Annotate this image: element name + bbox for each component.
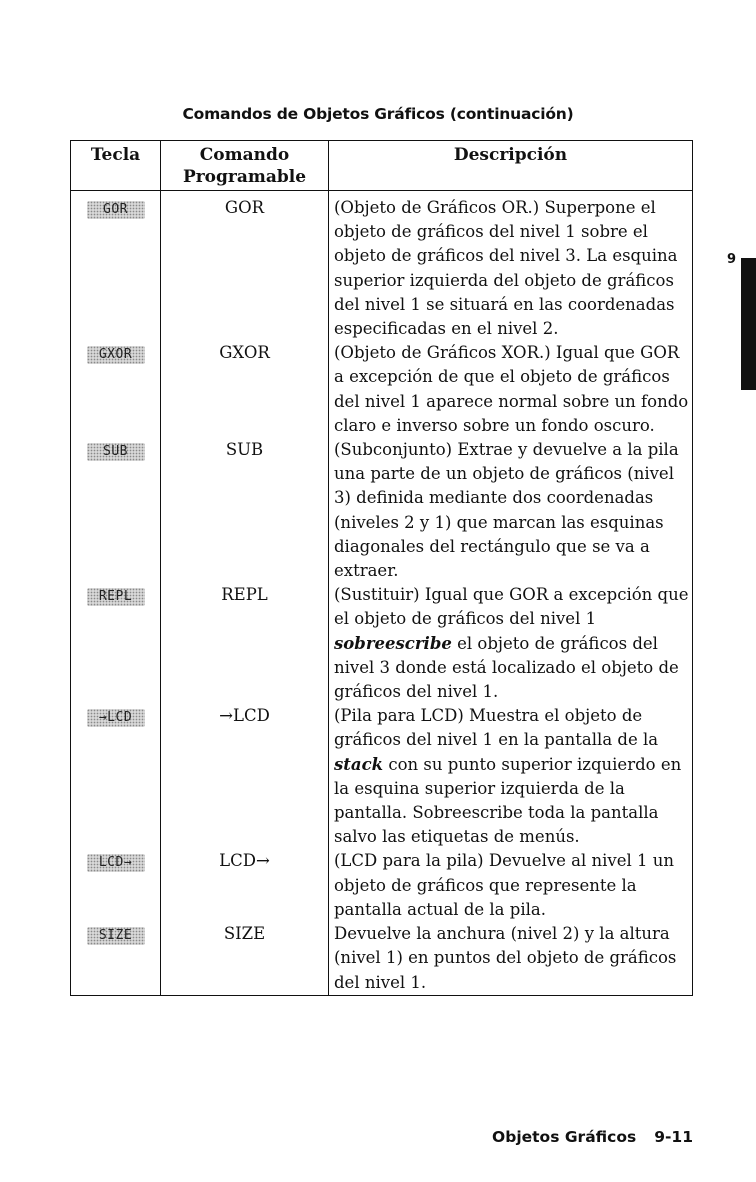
command-cell: GXOR (161, 341, 329, 438)
table-row (71, 341, 693, 438)
description-text: con su punto superior izquierdo en la esquina superior izquierda de la pantalla. Sobreescribe toda la pantalla salvo las etiquetas de menús. (334, 754, 682, 847)
description-cell: (Subconjunto) Extrae y devuelve a la pila una parte de un objeto de gráficos (nivel 3) definida mediante dos coordenadas (niveles 2 y 1) que marcan las esquinas diagonales del rectángulo que se va a extraer. (329, 438, 693, 583)
menu-key-lcd-to[interactable]: LCD→ (87, 854, 145, 872)
command-cell: LCD→ (161, 849, 329, 922)
description-emphasis: sobreescribe (334, 633, 452, 653)
chapter-tab-marker (741, 258, 756, 390)
table-header-row (71, 141, 693, 191)
key-cell (71, 438, 161, 583)
key-cell (71, 341, 161, 438)
page-title: Comandos de Objetos Gráficos (continuación) (182, 105, 574, 123)
commands-table (70, 140, 693, 996)
header-description: Descripción (329, 141, 693, 191)
table-row (71, 849, 693, 922)
header-command (161, 141, 329, 191)
menu-key-to-lcd[interactable]: →LCD (87, 709, 145, 727)
menu-key-gxor[interactable]: GXOR (87, 346, 145, 364)
description-cell: (Objeto de Gráficos OR.) Superpone el objeto de gráficos del nivel 1 sobre el objeto de gráficos del nivel 3. La esquina superior izquierda del objeto de gráficos del nivel 1 se situará en las coordenadas especificadas en el nivel 2. (329, 191, 693, 342)
command-cell: SUB (161, 438, 329, 583)
table-row (71, 191, 693, 342)
key-cell (71, 922, 161, 995)
header-command-line2: Programable (182, 167, 307, 187)
description-cell (329, 583, 693, 704)
key-cell (71, 583, 161, 704)
header-command-line1: Comando (199, 145, 290, 165)
header-key: Tecla (71, 141, 161, 191)
command-cell: SIZE (161, 922, 329, 995)
description-text: (Pila para LCD) Muestra el objeto de gráficos del nivel 1 en la pantalla de la (334, 706, 659, 750)
menu-key-repl[interactable]: REPL (87, 588, 145, 606)
footer-section: Objetos Gráficos (492, 1128, 637, 1146)
description-cell (329, 704, 693, 849)
description-emphasis: stack (334, 754, 384, 774)
menu-key-gor[interactable]: GOR (87, 201, 145, 219)
table-row (71, 438, 693, 583)
description-cell: Devuelve la anchura (nivel 2) y la altura (nivel 1) en puntos del objeto de gráficos del nivel 1. (329, 922, 693, 995)
description-text: el objeto de gráficos del nivel 3 donde está localizado el objeto de gráficos del nivel 1. (334, 633, 679, 702)
key-cell (71, 704, 161, 849)
table-row (71, 704, 693, 849)
description-text: (Sustituir) Igual que GOR a excepción que el objeto de gráficos del nivel 1 (334, 585, 689, 629)
table-row (71, 583, 693, 704)
command-cell: →LCD (161, 704, 329, 849)
chapter-number: 9 (727, 252, 737, 267)
key-cell (71, 849, 161, 922)
description-cell: (LCD para la pila) Devuelve al nivel 1 un objeto de gráficos que represente la pantalla actual de la pila. (329, 849, 693, 922)
page-footer (492, 1128, 693, 1146)
description-cell: (Objeto de Gráficos XOR.) Igual que GOR a excepción de que el objeto de gráficos del nivel 1 aparece normal sobre un fondo claro e inverso sobre un fondo oscuro. (329, 341, 693, 438)
table-row (71, 922, 693, 995)
key-cell (71, 191, 161, 342)
command-cell: GOR (161, 191, 329, 342)
menu-key-size[interactable]: SIZE (87, 927, 145, 945)
footer-page-number: 9-11 (654, 1128, 693, 1146)
command-cell: REPL (161, 583, 329, 704)
menu-key-sub[interactable]: SUB (87, 443, 145, 461)
